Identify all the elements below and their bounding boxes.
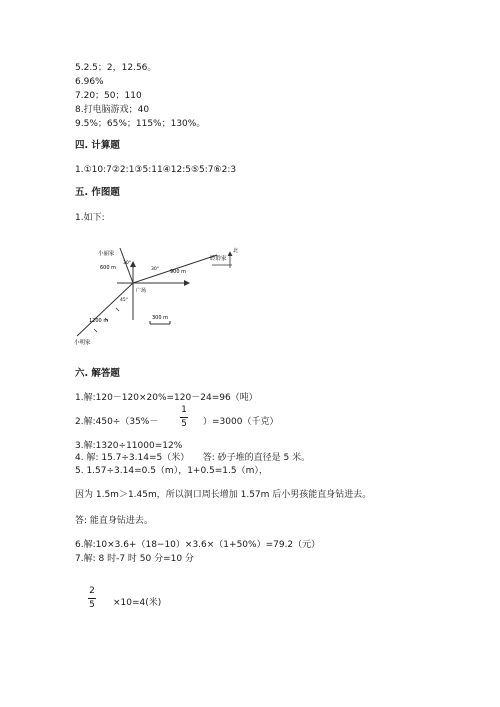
answer-line: 8.打电脑游戏；40 bbox=[75, 105, 150, 115]
fraction-numerator: 2 bbox=[89, 586, 95, 596]
label-angle30-a: 30° bbox=[123, 261, 131, 266]
fraction-denominator: 5 bbox=[181, 419, 187, 429]
answer-line: 7.20；50；110 bbox=[75, 91, 142, 101]
solution-2-prefix: 2.解:450÷（35%－ bbox=[75, 417, 159, 427]
section-heading-drawing: 五. 作图题 bbox=[75, 187, 120, 198]
label-xiaoming: 小明家 bbox=[74, 340, 91, 346]
solution-3: 3.解:1320÷11000=12% bbox=[75, 441, 183, 451]
solution-8-fraction bbox=[88, 586, 96, 611]
label-scale: 300 m bbox=[152, 315, 169, 321]
section-heading-solve: 六. 解答题 bbox=[75, 368, 120, 379]
fraction-numerator: 1 bbox=[181, 405, 187, 415]
drawing-intro: 1.如下: bbox=[75, 213, 105, 223]
label-lingling: 聆聆家 bbox=[210, 256, 227, 262]
label-north: 北 bbox=[233, 248, 239, 254]
solution-8-suffix: ×10=4(米) bbox=[113, 598, 162, 608]
label-600m: 600 m bbox=[100, 265, 117, 271]
label-angle45: 45° bbox=[120, 298, 128, 303]
fraction-denominator: 5 bbox=[89, 600, 95, 610]
answer-line: 9.5%；65%；115%；130%。 bbox=[75, 119, 206, 129]
direction-diagram bbox=[72, 240, 252, 355]
label-1200m: 1200 m bbox=[89, 318, 109, 324]
solution-5-reason: 因为 1.5m＞1.45m，所以洞口周长增加 1.57m 后小男孩能直身钻进去。 bbox=[75, 490, 372, 500]
solution-4: 4. 解: 15.7÷3.14=5（米） 答: 砂子堆的直径是 5 米。 bbox=[75, 453, 311, 463]
solution-2-suffix: ）=3000（千克） bbox=[203, 417, 279, 427]
solution-5: 5. 1.57÷3.14=0.5（m），1+0.5=1.5（m）， bbox=[75, 466, 268, 476]
answer-line: 6.96% bbox=[75, 77, 104, 87]
solution-7: 7.解: 8 时-7 时 50 分=10 分 bbox=[75, 554, 194, 564]
label-900m: 900 m bbox=[170, 269, 187, 275]
solution-6: 6.解:10×3.6+（18−10）×3.6×（1+50%）=79.2（元） bbox=[75, 540, 321, 550]
label-angle30-b: 30° bbox=[151, 267, 159, 272]
solution-5-answer: 答: 能直身钻进去。 bbox=[75, 516, 153, 526]
calc-answer: 1.①10:7②2:1③5:11④12:5⑤5:7⑥2:3 bbox=[75, 165, 237, 175]
solution-1: 1.解:120－120×20%=120－24=96（吨） bbox=[75, 393, 258, 403]
label-square: 广场 bbox=[136, 288, 147, 294]
solution-2-fraction bbox=[180, 405, 188, 430]
answer-line: 5.2.5；2，12.56。 bbox=[75, 63, 157, 73]
section-heading-calc: 四. 计算题 bbox=[75, 140, 120, 151]
label-xiaoli: 小丽家 bbox=[98, 251, 115, 257]
route-to-xiaoming bbox=[77, 283, 133, 336]
